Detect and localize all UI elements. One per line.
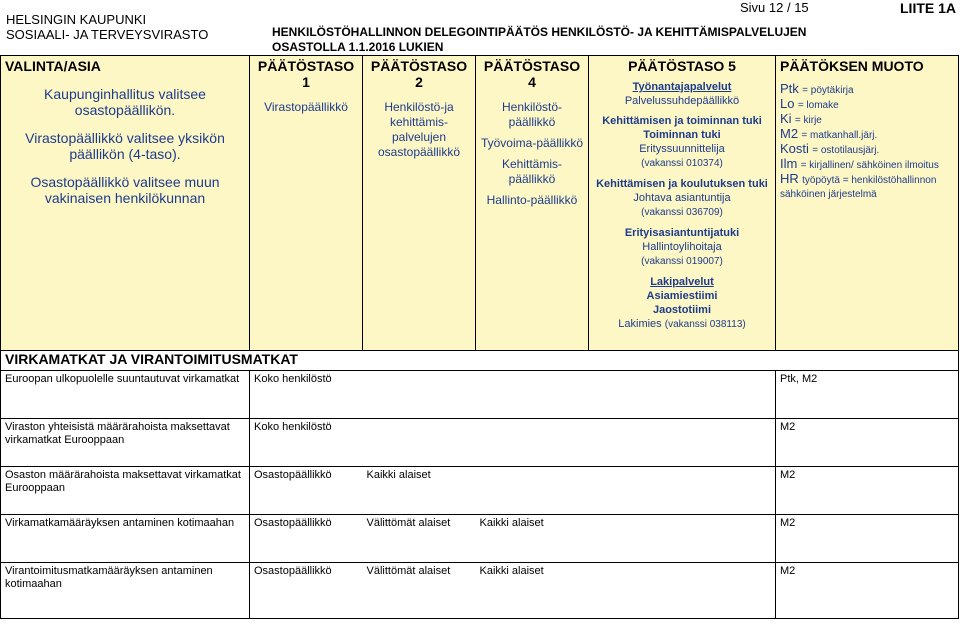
group-subtitle: Toiminnan tuki [643,129,721,141]
row-muoto: M2 [776,563,959,619]
legend-item [780,127,954,142]
row-level1: Osastopäällikkö [250,467,363,515]
row-level4 [476,371,589,419]
legend-code: Kosti [780,141,809,156]
valinta-column [1,56,250,351]
row-level2 [363,371,476,419]
header-row [1,56,959,351]
group-title: Kehittämisen ja koulutuksen tuki [596,178,768,190]
row-level2: Välittömät alaiset [363,515,476,563]
document-title [272,25,806,55]
group-post: (vakanssi 010374) [641,158,723,169]
col-header-level1: PÄÄTÖSTASO 1 [257,58,355,90]
org-line-2: SOSIAALI- JA TERVEYSVIRASTO [6,27,209,42]
level1-column [250,56,363,351]
col-header-level5: PÄÄTÖSTASO 5 [628,58,736,74]
legend-item [780,97,954,112]
section-row [1,351,959,371]
level4-role: Kehittämis-päällikkö [501,157,563,186]
group-role: Erityssuunnittelija [639,143,725,155]
legend-desc: työpöytä = henkilöstöhallinnon sähköinen järjestelmä [780,175,937,200]
group-title: Työnantajapalvelut [632,81,732,93]
valinta-item: Kaupunginhallitus valitsee osastopäällikön. [44,86,206,118]
legend-code: Lo [780,96,795,111]
legend-desc: = ostotilausjärj. [812,145,880,156]
col-header-level4: PÄÄTÖSTASO 4 [483,58,581,90]
legend-item [780,112,954,127]
level5-group [593,80,771,108]
table-row [1,371,959,419]
row-level4 [476,419,589,467]
level5-group [593,114,771,171]
legend-code: Ptk [780,81,799,96]
level2-column [363,56,476,351]
table-row [1,563,959,619]
legend-desc: = matkanhall.järj. [801,130,878,141]
row-asia: Viraston yhteisistä määrärahoista maksettavat virkamatkat Eurooppaan [1,419,250,467]
row-level5 [589,563,776,619]
level4-role: Hallinto-päällikkö [486,193,578,207]
legend-code: Ki [780,111,792,126]
row-asia: Euroopan ulkopuolelle suuntautuvat virkamatkat [1,371,250,419]
level4-role: Henkilöstö-päällikkö [501,100,563,129]
appendix-label: LIITE 1A [900,0,957,16]
legend-item [780,172,954,201]
legend-code: Ilm [780,156,798,171]
level4-roles [480,100,584,208]
row-level5 [589,515,776,563]
legend-item [780,142,954,157]
legend-item [780,82,954,97]
group-post: (vakanssi 036709) [641,207,723,218]
table-row [1,467,959,515]
row-level4 [476,467,589,515]
level5-group [593,226,771,269]
title-line-2: OSASTOLLA 1.1.2016 LUKIEN [272,40,444,54]
valinta-item: Osastopäällikkö valitsee muun vakinaisen henkilökunnan [30,174,220,206]
legend-desc: = pöytäkirja [802,85,854,96]
row-level2: Kaikki alaiset [363,467,476,515]
group-title: Lakipalvelut [650,276,714,288]
row-asia: Virantoimitusmatkamääräyksen antaminen kotimaahan [1,563,250,619]
group-role: Johtava asiantuntija [633,192,731,204]
level4-column [476,56,589,351]
level1-role: Virastopäällikkö [264,100,348,114]
row-level4: Kaikki alaiset [476,515,589,563]
table-row [1,419,959,467]
group-role: Hallintoylihoitaja [642,241,722,253]
group-title: Kehittämisen ja toiminnan tuki [602,115,762,127]
valinta-description [5,86,245,206]
col-header-level2: PÄÄTÖSTASO 2 [370,58,468,90]
group-post: (vakanssi 038113) [664,319,746,330]
group-post: (vakanssi 019007) [641,256,723,267]
row-level4: Kaikki alaiset [476,563,589,619]
legend-code: M2 [780,126,799,141]
table-row [1,515,959,563]
org-line-1: HELSINGIN KAUPUNKI [6,12,147,27]
row-level1: Koko henkilöstö [250,371,363,419]
group-role: Lakimies [618,318,662,330]
muoto-legend [780,82,954,201]
row-level5 [589,419,776,467]
title-line-1: HENKILÖSTÖHALLINNON DELEGOINTIPÄÄTÖS HENKILÖSTÖ- JA KEHITTÄMISPALVELUJEN [272,25,807,39]
row-level1: Koko henkilöstö [250,419,363,467]
group-title: Erityisasiantuntijatuki [624,227,740,239]
row-muoto: Ptk, M2 [776,371,959,419]
row-level2: Välittömät alaiset [363,563,476,619]
level4-role: Työvoima-päällikkö [480,136,584,150]
col-header-muoto: PÄÄTÖKSEN MUOTO [780,58,924,74]
legend-desc: = kirje [794,115,822,126]
legend-desc: = kirjallinen/ sähköinen ilmoitus [800,160,939,171]
legend-item [780,157,954,172]
level5-group [593,177,771,220]
row-muoto: M2 [776,515,959,563]
row-level5 [589,371,776,419]
page-number: Sivu 12 / 15 [740,0,809,15]
row-level5 [589,467,776,515]
row-level1: Osastopäällikkö [250,515,363,563]
group-subtitle: Jaostotiimi [652,304,712,316]
section-title-cell [1,351,959,371]
legend-code: HR [780,171,799,186]
level5-roles [593,80,771,332]
row-asia: Virkamatkamääräyksen antaminen kotimaahan [1,515,250,563]
valinta-item: Virastopäällikkö valitsee yksikön päällikön (4-taso). [25,130,225,162]
organization-name [6,12,208,42]
delegation-table [0,55,959,619]
level5-column [589,56,776,351]
row-asia: Osaston määrärahoista maksettavat virkamatkat Eurooppaan [1,467,250,515]
group-role: Palvelussuhdepäällikkö [624,95,740,107]
level5-group [593,275,771,332]
row-level2 [363,419,476,467]
row-level1: Osastopäällikkö [250,563,363,619]
col-header-valinta: VALINTA/ASIA [5,58,101,74]
group-subtitle: Asiamiestiimi [646,290,718,302]
row-muoto: M2 [776,419,959,467]
row-muoto: M2 [776,467,959,515]
muoto-column [776,56,959,351]
level2-role: Henkilöstö-ja kehittämis-palvelujen osastopäällikkö [377,100,461,159]
legend-desc: = lomake [797,100,839,111]
section-title: VIRKAMATKAT JA VIRANTOIMITUSMATKAT [5,351,298,367]
